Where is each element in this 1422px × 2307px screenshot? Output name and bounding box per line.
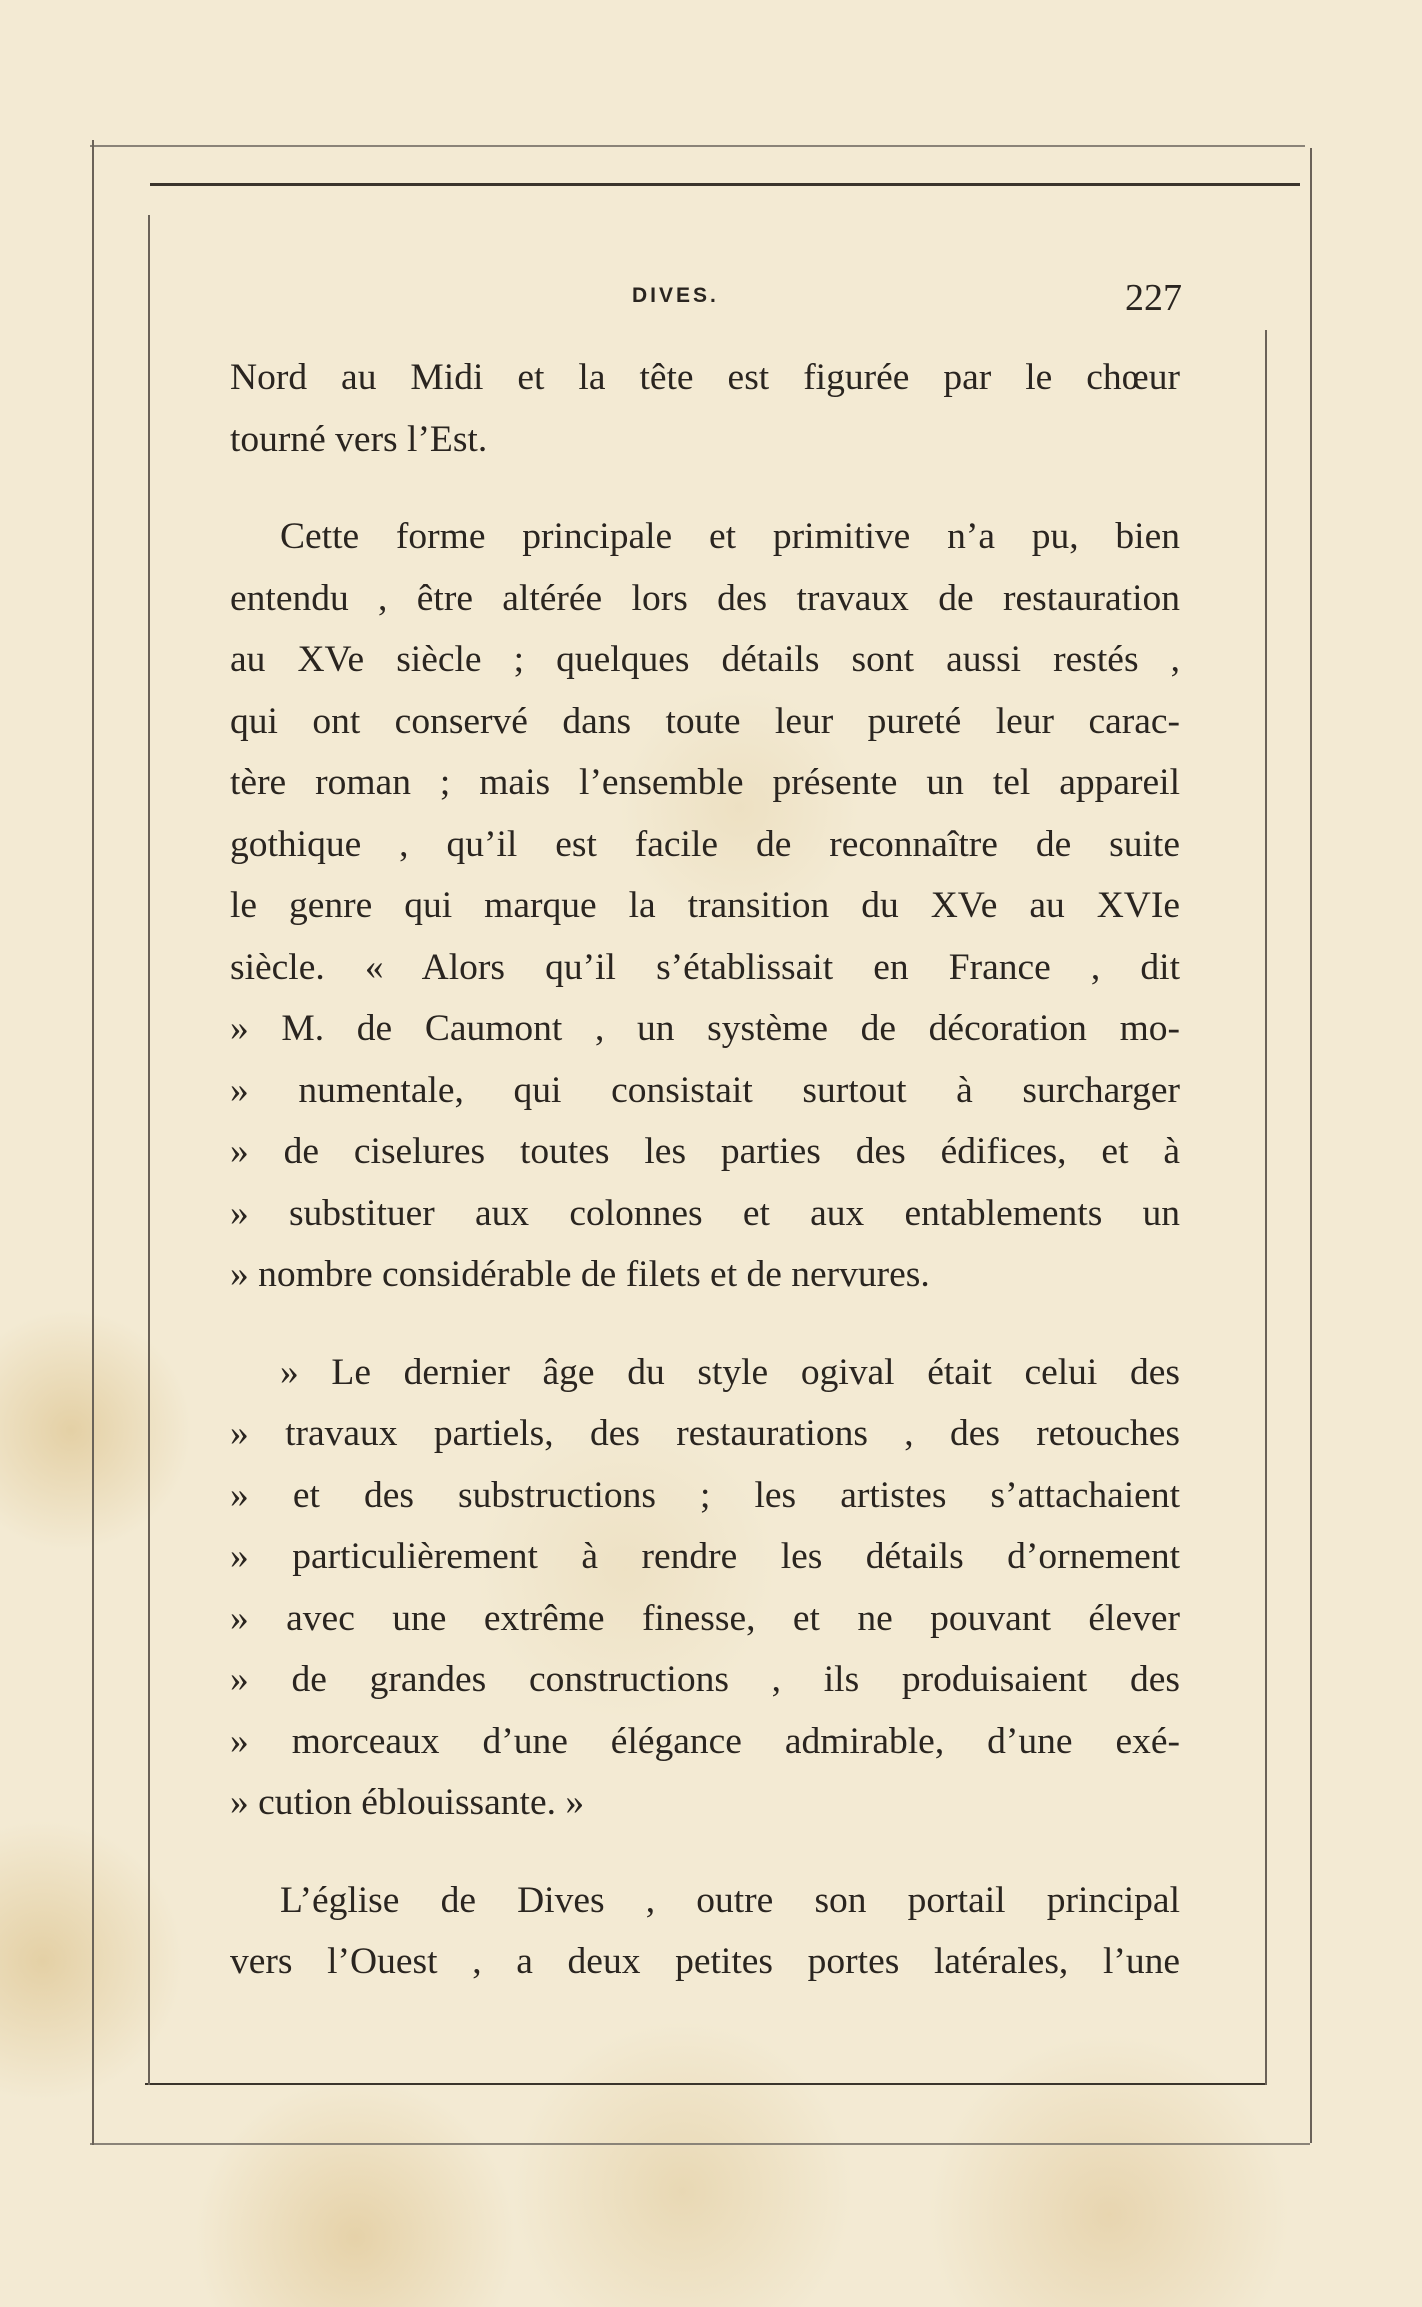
left-outer-margin-line [92, 140, 94, 2145]
text-line: tourné vers l’Est. [230, 418, 488, 460]
text-line: qui ont conservé dans toute leur pureté leur carac- [230, 700, 1180, 742]
paragraph-gap [230, 470, 1180, 506]
page-number: 227 [1125, 277, 1182, 319]
text-line: L’église de Dives , outre son portail principal [280, 1879, 1180, 1921]
text-line: entendu , être altérée lors des travaux de restauration [230, 577, 1180, 619]
page-header [232, 277, 1182, 322]
body-text [230, 347, 1180, 1993]
right-inner-margin-line [1265, 330, 1267, 2085]
text-line: » avec une extrême finesse, et ne pouvant élever [230, 1597, 1180, 1639]
paragraph-gap [230, 1306, 1180, 1342]
text-line: » particulièrement à rendre les détails d’ornement [230, 1536, 1180, 1577]
text-line: » cution éblouissante. » [230, 1782, 585, 1823]
text-line: siècle. « Alors qu’il s’établissait en France , dit [230, 946, 1180, 988]
paragraph-gap [230, 1834, 1180, 1870]
text-line: tère roman ; mais l’ensemble présente un tel appareil [230, 762, 1180, 803]
text-line: » morceaux d’une élégance admirable, d’une exé- [230, 1720, 1180, 1762]
text-line: au XVe siècle ; quelques détails sont aussi restés , [230, 639, 1180, 680]
text-line: » et des substructions ; les artistes s’attachaient [230, 1474, 1180, 1516]
text-line: » substituer aux colonnes et aux entablements un [230, 1192, 1180, 1234]
text-line: » numentale, qui consistait surtout à surcharger [230, 1069, 1180, 1111]
text-line: » de grandes constructions , ils produisaient des [230, 1659, 1180, 1700]
bottom-outer-rule [90, 2143, 1310, 2145]
top-rule [150, 183, 1300, 186]
text-line: » de ciselures toutes les parties des édifices, et à [230, 1131, 1180, 1172]
text-line: le genre qui marque la transition du XVe au XVIe [230, 885, 1180, 926]
text-line: » M. de Caumont , un système de décoration mo- [230, 1008, 1180, 1049]
text-line: vers l’Ouest , a deux petites portes latérales, l’une [230, 1941, 1180, 1982]
text-line: gothique , qu’il est facile de reconnaître de suite [230, 823, 1180, 865]
text-line: » travaux partiels, des restaurations , des retouches [230, 1413, 1180, 1454]
text-line: » nombre considérable de filets et de nervures. [230, 1254, 930, 1295]
left-inner-margin-line [148, 215, 150, 2085]
bottom-rule [145, 2083, 1265, 2085]
running-head: DIVES. [632, 284, 719, 307]
text-line: » Le dernier âge du style ogival était celui des [280, 1351, 1180, 1393]
text-line: Cette forme principale et primitive n’a pu, bien [280, 516, 1180, 557]
top-outer-rule [90, 145, 1305, 147]
text-line: Nord au Midi et la tête est figurée par le chœur [230, 357, 1180, 398]
right-outer-margin-line [1310, 148, 1312, 2143]
